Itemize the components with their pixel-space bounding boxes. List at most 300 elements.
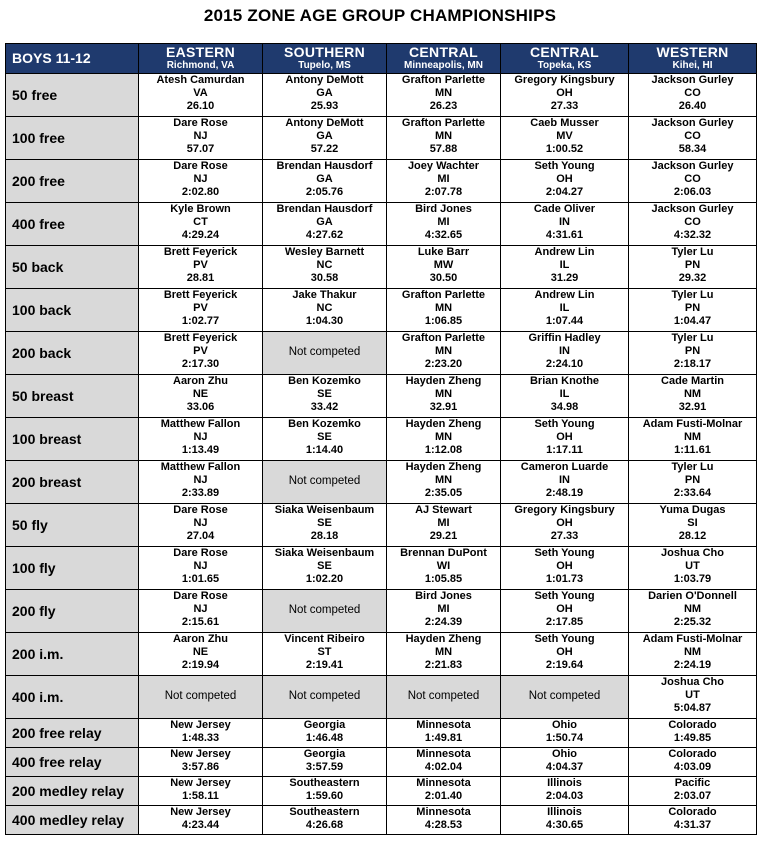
swimmer-name: Joshua Cho	[661, 676, 724, 688]
table-row	[6, 719, 757, 748]
swim-time: 2:06.03	[673, 186, 712, 199]
result-cell	[139, 633, 263, 676]
lsc-code: NJ	[193, 130, 208, 143]
lsc-code: NJ	[193, 560, 208, 573]
result-cell	[387, 633, 501, 676]
swim-time: 27.33	[550, 100, 579, 113]
swim-time: 31.29	[550, 272, 579, 285]
lsc-code: NJ	[193, 474, 208, 487]
swimmer-name: Adam Fusti-Molnar	[642, 633, 743, 645]
lsc-code: IN	[559, 345, 570, 358]
zone-location: Topeka, KS	[537, 59, 592, 71]
result-cell	[501, 117, 629, 160]
swimmer-name: Jackson Gurley	[651, 203, 734, 215]
event-name: 400 medley relay	[6, 806, 139, 835]
table-row	[6, 590, 757, 633]
result-cell	[629, 748, 757, 777]
lsc-code: CO	[684, 87, 701, 100]
swimmer-name: Vincent Ribeiro	[284, 633, 365, 645]
team-name: Georgia	[303, 748, 346, 760]
swimmer-name: Aaron Zhu	[173, 633, 228, 645]
swimmer-name: Brett Feyerick	[163, 332, 238, 344]
swimmer-name: Jackson Gurley	[651, 117, 734, 129]
result-cell	[501, 246, 629, 289]
swim-time: 27.04	[186, 530, 215, 543]
result-cell	[139, 74, 263, 117]
result-cell	[263, 160, 387, 203]
swimmer-name: Grafton Parlette	[401, 117, 486, 129]
lsc-code: OH	[556, 646, 573, 659]
result-cell	[139, 719, 263, 748]
result-cell	[387, 719, 501, 748]
result-cell	[139, 418, 263, 461]
swimmer-name: Brennan DuPont	[400, 547, 487, 559]
table-row	[6, 246, 757, 289]
result-cell	[629, 719, 757, 748]
team-name: New Jersey	[170, 719, 231, 731]
swim-time: 2:48.19	[545, 487, 584, 500]
lsc-code: NC	[316, 259, 333, 272]
result-cell	[263, 547, 387, 590]
event-name: 100 back	[6, 289, 139, 332]
lsc-code: NM	[683, 603, 702, 616]
result-cell	[387, 203, 501, 246]
swim-time: 1:11.61	[674, 444, 711, 457]
result-cell	[387, 748, 501, 777]
swim-time: 2:24.19	[673, 659, 712, 672]
event-name: 400 free	[6, 203, 139, 246]
event-name: 200 back	[6, 332, 139, 375]
table-row	[6, 676, 757, 719]
result-cell	[629, 676, 757, 719]
lsc-code: MW	[433, 259, 454, 272]
zone-name: CENTRAL	[409, 43, 478, 60]
swimmer-name: Joey Wachter	[407, 160, 480, 172]
table-row	[6, 289, 757, 332]
table-row	[6, 806, 757, 835]
zone-name: EASTERN	[166, 43, 235, 60]
swim-time: 4:29.24	[181, 229, 220, 242]
zone-name: SOUTHERN	[284, 43, 365, 60]
zone-location: Kihei, HI	[672, 59, 713, 71]
team-name: Colorado	[668, 806, 717, 818]
lsc-code: PN	[684, 259, 701, 272]
team-name: New Jersey	[170, 777, 231, 789]
result-cell	[387, 117, 501, 160]
result-cell	[501, 590, 629, 633]
team-name: Minnesota	[416, 719, 471, 731]
result-cell	[629, 504, 757, 547]
swim-time: 2:07.78	[424, 186, 463, 199]
result-cell	[263, 777, 387, 806]
swim-time: 1:14.40	[305, 444, 344, 457]
lsc-code: IL	[559, 388, 570, 401]
table-row	[6, 633, 757, 676]
swimmer-name: Jackson Gurley	[651, 74, 734, 86]
swim-time: 2:21.83	[424, 659, 463, 672]
swim-time: 2:33.89	[181, 487, 220, 500]
team-name: New Jersey	[170, 806, 231, 818]
lsc-code: PV	[193, 345, 208, 358]
lsc-code: OH	[556, 603, 573, 616]
lsc-code: MN	[434, 302, 453, 315]
event-name: 50 breast	[6, 375, 139, 418]
swimmer-name: Seth Young	[534, 547, 595, 559]
swim-time: 1:17.11	[546, 444, 583, 457]
lsc-code: SE	[317, 388, 332, 401]
age-group-label: BOYS 11-12	[6, 44, 139, 74]
result-cell	[501, 777, 629, 806]
lsc-code: GA	[316, 216, 333, 229]
swim-time: 1:58.11	[182, 790, 219, 803]
swimmer-name: Luke Barr	[417, 246, 470, 258]
swim-time: 28.18	[310, 530, 339, 543]
swim-time: 1:46.48	[305, 732, 344, 745]
result-cell	[263, 117, 387, 160]
table-row	[6, 547, 757, 590]
swimmer-name: Brendan Hausdorf	[276, 160, 373, 172]
swim-time: 2:24.39	[424, 616, 463, 629]
result-cell	[629, 806, 757, 835]
result-cell	[629, 777, 757, 806]
result-cell	[501, 289, 629, 332]
swimmer-name: Siaka Weisenbaum	[274, 504, 375, 516]
swim-time: 2:02.80	[181, 186, 220, 199]
result-cell	[139, 590, 263, 633]
lsc-code: MI	[437, 216, 450, 229]
result-cell	[263, 246, 387, 289]
swim-time: 1:02.20	[305, 573, 344, 586]
swim-time: 57.22	[310, 143, 339, 156]
swim-time: 32.91	[678, 401, 707, 414]
swimmer-name: Cade Oliver	[533, 203, 596, 215]
lsc-code: PN	[684, 345, 701, 358]
lsc-code: PV	[193, 259, 208, 272]
swim-time: 4:28.53	[424, 819, 463, 832]
team-name: Illinois	[547, 806, 582, 818]
swim-time: 2:19.94	[181, 659, 220, 672]
result-cell	[263, 289, 387, 332]
lsc-code: MN	[434, 431, 453, 444]
swim-time: 28.12	[678, 530, 707, 543]
swimmer-name: Seth Young	[534, 418, 595, 430]
result-cell	[139, 203, 263, 246]
result-cell	[263, 633, 387, 676]
result-cell	[387, 332, 501, 375]
swimmer-name: Yuma Dugas	[659, 504, 726, 516]
swim-time: 4:27.62	[305, 229, 344, 242]
swimmer-name: Bird Jones	[415, 590, 472, 602]
zone-header	[263, 44, 387, 74]
event-name: 200 i.m.	[6, 633, 139, 676]
swimmer-name: Tyler Lu	[671, 332, 714, 344]
swimmer-name: Atesh Camurdan	[156, 74, 245, 86]
swimmer-name: Seth Young	[534, 633, 595, 645]
team-name: Southeastern	[289, 806, 360, 818]
team-name: Southeastern	[289, 777, 360, 789]
swim-time: 58.34	[678, 143, 707, 156]
header-row	[6, 44, 757, 74]
team-name: Pacific	[674, 777, 711, 789]
lsc-code: OH	[556, 517, 573, 530]
lsc-code: MN	[434, 474, 453, 487]
zone-location: Minneapolis, MN	[404, 59, 483, 71]
result-cell	[629, 332, 757, 375]
swimmer-name: Brett Feyerick	[163, 289, 238, 301]
table-row	[6, 504, 757, 547]
team-name: New Jersey	[170, 748, 231, 760]
swimmer-name: Kyle Brown	[170, 203, 231, 215]
swim-time: 1:59.60	[305, 790, 344, 803]
swim-time: 1:02.77	[181, 315, 220, 328]
lsc-code: MN	[434, 87, 453, 100]
result-cell	[501, 461, 629, 504]
swim-time: 3:57.86	[181, 761, 220, 774]
swimmer-name: Jackson Gurley	[651, 160, 734, 172]
event-name: 200 breast	[6, 461, 139, 504]
swimmer-name: Dare Rose	[173, 160, 228, 172]
swim-time: 34.98	[550, 401, 579, 414]
lsc-code: MV	[556, 130, 573, 143]
not-competed-cell: Not competed	[501, 676, 629, 719]
swim-time: 5:04.87	[673, 702, 712, 715]
result-cell	[501, 504, 629, 547]
table-row	[6, 748, 757, 777]
zone-header	[139, 44, 263, 74]
result-cell	[139, 246, 263, 289]
swimmer-name: Seth Young	[534, 590, 595, 602]
zone-name: WESTERN	[656, 43, 729, 60]
swim-time: 1:12.08	[424, 444, 463, 457]
swimmer-name: Siaka Weisenbaum	[274, 547, 375, 559]
result-cell	[629, 289, 757, 332]
lsc-code: MN	[434, 646, 453, 659]
result-cell	[263, 748, 387, 777]
swim-time: 2:23.20	[424, 358, 463, 371]
not-competed-cell: Not competed	[263, 676, 387, 719]
team-name: Ohio	[551, 748, 578, 760]
lsc-code: CT	[193, 216, 208, 229]
result-cell	[501, 203, 629, 246]
swimmer-name: Antony DeMott	[285, 117, 364, 129]
table-row	[6, 332, 757, 375]
swimmer-name: Grafton Parlette	[401, 332, 486, 344]
swimmer-name: Cameron Luarde	[520, 461, 609, 473]
swim-time: 4:32.32	[673, 229, 712, 242]
result-cell	[629, 418, 757, 461]
result-cell	[139, 117, 263, 160]
swimmer-name: Tyler Lu	[671, 461, 714, 473]
lsc-code: GA	[316, 130, 333, 143]
event-name: 200 free relay	[6, 719, 139, 748]
result-cell	[263, 806, 387, 835]
swimmer-name: Brendan Hausdorf	[276, 203, 373, 215]
swimmer-name: Andrew Lin	[534, 246, 595, 258]
team-name: Ohio	[551, 719, 578, 731]
lsc-code: OH	[556, 173, 573, 186]
not-competed-cell: Not competed	[139, 676, 263, 719]
swim-time: 1:48.33	[181, 732, 220, 745]
event-name: 200 medley relay	[6, 777, 139, 806]
swim-time: 4:04.37	[545, 761, 584, 774]
swimmer-name: Hayden Zheng	[405, 461, 482, 473]
swimmer-name: Dare Rose	[173, 117, 228, 129]
swim-time: 32.91	[429, 401, 458, 414]
result-cell	[263, 375, 387, 418]
lsc-code: OH	[556, 87, 573, 100]
swim-time: 4:31.37	[673, 819, 712, 832]
result-cell	[387, 289, 501, 332]
lsc-code: CO	[684, 216, 701, 229]
swimmer-name: Matthew Fallon	[160, 418, 241, 430]
swim-time: 26.40	[678, 100, 707, 113]
swimmer-name: Joshua Cho	[661, 547, 724, 559]
swim-time: 29.32	[678, 272, 707, 285]
lsc-code: GA	[316, 173, 333, 186]
swimmer-name: Ben Kozemko	[288, 418, 361, 430]
swimmer-name: Aaron Zhu	[173, 375, 228, 387]
event-name: 100 breast	[6, 418, 139, 461]
lsc-code: MN	[434, 388, 453, 401]
team-name: Illinois	[547, 777, 582, 789]
team-name: Georgia	[303, 719, 346, 731]
swim-time: 2:03.07	[673, 790, 712, 803]
lsc-code: SE	[317, 431, 332, 444]
lsc-code: SE	[317, 517, 332, 530]
swim-time: 1:49.85	[673, 732, 712, 745]
result-cell	[139, 777, 263, 806]
result-cell	[501, 332, 629, 375]
result-cell	[139, 160, 263, 203]
swim-time: 2:17.30	[181, 358, 220, 371]
not-competed-cell: Not competed	[387, 676, 501, 719]
table-row	[6, 203, 757, 246]
lsc-code: MI	[437, 173, 450, 186]
swim-time: 25.93	[310, 100, 339, 113]
not-competed-cell: Not competed	[263, 461, 387, 504]
lsc-code: CO	[684, 173, 701, 186]
swimmer-name: Caeb Musser	[530, 117, 599, 129]
lsc-code: OH	[556, 560, 573, 573]
swim-time: 2:18.17	[673, 358, 712, 371]
swim-time: 26.10	[186, 100, 215, 113]
result-cell	[387, 504, 501, 547]
lsc-code: IL	[559, 259, 570, 272]
swimmer-name: Dare Rose	[173, 590, 228, 602]
lsc-code: UT	[685, 560, 700, 573]
swim-time: 4:32.65	[424, 229, 463, 242]
result-cell	[629, 633, 757, 676]
team-name: Minnesota	[416, 777, 471, 789]
swimmer-name: Bird Jones	[415, 203, 472, 215]
swimmer-name: Adam Fusti-Molnar	[642, 418, 743, 430]
swim-time: 2:35.05	[424, 487, 463, 500]
swim-time: 1:07.44	[545, 315, 584, 328]
swim-time: 1:50.74	[545, 732, 584, 745]
event-name: 100 free	[6, 117, 139, 160]
swimmer-name: Wesley Barnett	[284, 246, 365, 258]
swim-time: 33.06	[186, 401, 215, 414]
swimmer-name: Darien O'Donnell	[648, 590, 737, 602]
swim-time: 1:05.85	[424, 573, 463, 586]
swim-time: 4:31.61	[545, 229, 584, 242]
swimmer-name: Grafton Parlette	[401, 74, 486, 86]
swimmer-name: Tyler Lu	[671, 289, 714, 301]
table-row	[6, 74, 757, 117]
team-name: Colorado	[668, 748, 717, 760]
swim-time: 3:57.59	[305, 761, 344, 774]
result-cell	[387, 418, 501, 461]
swimmer-name: Antony DeMott	[285, 74, 364, 86]
swimmer-name: Dare Rose	[173, 504, 228, 516]
event-name: 50 back	[6, 246, 139, 289]
swim-time: 2:24.10	[545, 358, 584, 371]
result-cell	[139, 547, 263, 590]
lsc-code: ST	[317, 646, 332, 659]
lsc-code: SI	[687, 517, 698, 530]
result-cell	[501, 547, 629, 590]
result-cell	[629, 74, 757, 117]
page-title: 2015 ZONE AGE GROUP CHAMPIONSHIPS	[203, 6, 557, 25]
result-cell	[387, 806, 501, 835]
event-name: 400 free relay	[6, 748, 139, 777]
event-name: 50 free	[6, 74, 139, 117]
swimmer-name: Andrew Lin	[534, 289, 595, 301]
zone-header	[387, 44, 501, 74]
result-cell	[629, 160, 757, 203]
result-cell	[263, 203, 387, 246]
table-row	[6, 777, 757, 806]
result-cell	[263, 719, 387, 748]
team-name: Colorado	[668, 719, 717, 731]
swimmer-name: Ben Kozemko	[288, 375, 361, 387]
result-cell	[501, 748, 629, 777]
result-cell	[387, 246, 501, 289]
swimmer-name: Dare Rose	[173, 547, 228, 559]
swimmer-name: Brian Knothe	[529, 375, 600, 387]
zone-header	[629, 44, 757, 74]
swim-time: 30.50	[429, 272, 458, 285]
result-cell	[387, 74, 501, 117]
lsc-code: OH	[556, 431, 573, 444]
not-competed-cell: Not competed	[263, 590, 387, 633]
lsc-code: NM	[683, 388, 702, 401]
result-cell	[501, 160, 629, 203]
results-body	[6, 74, 757, 835]
result-cell	[139, 748, 263, 777]
swim-time: 57.07	[186, 143, 215, 156]
swim-time: 1:06.85	[424, 315, 463, 328]
lsc-code: NC	[316, 302, 333, 315]
lsc-code: IN	[559, 216, 570, 229]
result-cell	[501, 74, 629, 117]
result-cell	[387, 590, 501, 633]
swim-time: 1:13.49	[181, 444, 220, 457]
result-cell	[501, 633, 629, 676]
result-cell	[139, 504, 263, 547]
event-name: 50 fly	[6, 504, 139, 547]
swimmer-name: Hayden Zheng	[405, 633, 482, 645]
swimmer-name: Grafton Parlette	[401, 289, 486, 301]
swimmer-name: Hayden Zheng	[405, 375, 482, 387]
swim-time: 4:23.44	[181, 819, 220, 832]
swim-time: 2:19.64	[545, 659, 584, 672]
lsc-code: NJ	[193, 173, 208, 186]
swimmer-name: Jake Thakur	[292, 289, 357, 301]
swim-time: 26.23	[429, 100, 458, 113]
swimmer-name: Tyler Lu	[671, 246, 714, 258]
swim-time: 4:03.09	[673, 761, 712, 774]
